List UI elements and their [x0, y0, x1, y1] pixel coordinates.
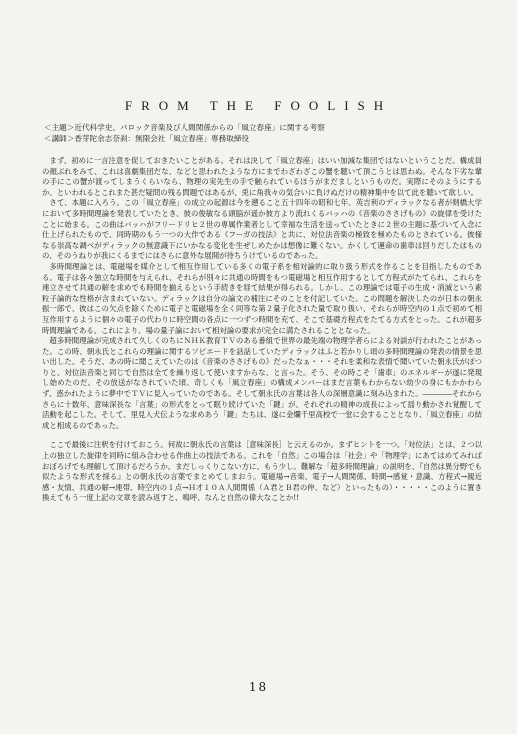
theme-line: ＜主題＞近代科学史、バロック音楽及び人間関係からの「風立春座」に関する考察: [44, 123, 325, 132]
article-body: [42, 156, 482, 504]
paragraph: まず、初めに一言注意を促しておきたいことがある。それは決して「風立春座」はいい加減な集団ではないということだ。構成員の顔ぶれをみて、これは喜劇集団だな、などと思われたような方にまでわざわざこの蟹を聴いて頂こうとは思わぬ。そんな下劣な輩の手にこの蟹が渡ってしまうくらいなら、物理の実先生の手で触られているほうがまだましというものだ。実際にそのようにするか、といわれるとこれまた甚だ疑問の残る問題ではあるが、兎に角我々の気合いに負けぬだけの精神集中を以て此を聴いて欲しい。: [42, 156, 482, 197]
paragraph: 超多時間理論が完成されて久しくのちにＮＨＫ教育ＴＶのある番組で世界の最先端の物理学者らによる対談が行われたことがあった。この時、朝永氏とこれらの理論に関するソビエードを話話していたディラックはふと若かりし頃の多時間理論の発表の情景を思い出した。そうだ、あの時に聞こえていたのは《音楽のささげもの》だったなぁ・・・それを柔和な表情で聞いていた朝永氏がぽつりと、対位法音楽と同じで自然は全てを繰り返して使いますからな、と言った。そう、その時こそ「歯車」のエネルギーが遂に発現し始めたのだ。その放送がなされていた頃、奇しくも「風立春座」の構成メンバーはまだ言葉もわからない幼少の身にもかかわらず、惑かれたように夢中でＴＶに見入っていたのである。そして朝永氏の言葉は各人の深層意識に刻み込まれた。――――それからさらに十数年、意味深長な「言葉」の形式をとって眠り続けていた「鍵」が、それぞれの精神の成長によって揺り動かされ覚醒して活動を起こした。そして、里見入犬伝ような求めあう「鍵」たちは、遂に金爛千里高校で一堂に会することとなり、「風立春座」の結成と相成るのであった。: [42, 336, 482, 430]
page-number: 18: [248, 680, 269, 694]
lecturer-line: ＜講師＞香芽陀余志奈刹：無限会社「風立春座」専務取締役: [44, 134, 250, 143]
paragraph: さて、本題に入ろう。この「風立春座」の成立の起源は今を遡ること五十四年の昭和七年、英吉利のディラックなる者が剣橋大学において多時間理論を発表していたとき、彼の俊敏なる頭脳が遥か彼方より流れくるバッハの《音楽のささげもの》の旋律を受けたことに始まる。この曲はバッハがフリードリヒ２世の専属作業者として幸福な生活を送っていたときに２世の主題に基づいて入念に仕上げられたもので、同時期のもう一つの大作である《フーガの技法》と共に、対位法音楽の極致を極めたものとされている。彼様なる崇高な調べがディラックの無意識下にいかなる変化を生ぜしめたかは想像に難くない。かくして運命の歯車は回りだしたはものの、そのうねりが我にくるまでにはさらに意外な展開が待ちうけているのであった。: [42, 198, 482, 261]
page-title: FROM THE FOOLISH: [124, 98, 393, 113]
paragraph: 多時間理論とは、電磁場を媒介として相互作用している多くの電子系を相対論的に取り扱う形式を作ることを目指したものである。電子は各々独立な時間を与えられ、それらが別々に共通の時間をもつ電磁場と相互作用するとして方程式がたてられ、これらを連立させて共通の解を求めでも時間を揃えるという手続きを経て結果が得られる。しかし、この理論では電子の生成・消滅という素粒子論的な性格が含まれていない。ディラックは自分の論文の補注にそのことを付記していた。この問題を解決したのが日本の朝永振一郎で、彼はこの欠点を除くために電子と電磁場を全く同等な第２量子化された量で取り扱い、それらが時空内の１点で初めて相互作用するように個々の電子の代わりに時空間の各点に一つずつ時間を充て、そこで基礎方程式をたてる方式をとった。これが超多時間理論である。これにより、場の量子論において相対論の要求が完全に満たされることとなった。: [42, 261, 482, 335]
paragraph: ここで最後に注釈を付けておこう。何故に朝永氏の言葉は［意味深長］と云えるのか。まずヒントを一つ。「対位法」とは、２つ以上の独立した旋律を同時に組み合わせる作曲上の技法である。これを「自然」この場合は「社会」や「物理学」にあてはめてみればおぼろげでも理解して頂けるだろうか。まだしっくりこない方に、もう少し。難解な「超多時間理論」の説明を、『自然は異分野でも似たような形式を採る』との朝永氏の言葉でまとめてしまおう。電磁場→音楽、電子→人間関係、時間→感覚・意識、方程式→親近感・友情、共通の解→連帯、時空内の１点→Ｈ才１０Ａ人間関係（Ａ君とＢ君の仲、など）といったもの）・・・・・このように置き換えてもう一度上記の文章を読み返すと、鳴呼、なんと自然の偉大なことか!!: [42, 440, 482, 503]
lecture-info: [44, 122, 484, 144]
